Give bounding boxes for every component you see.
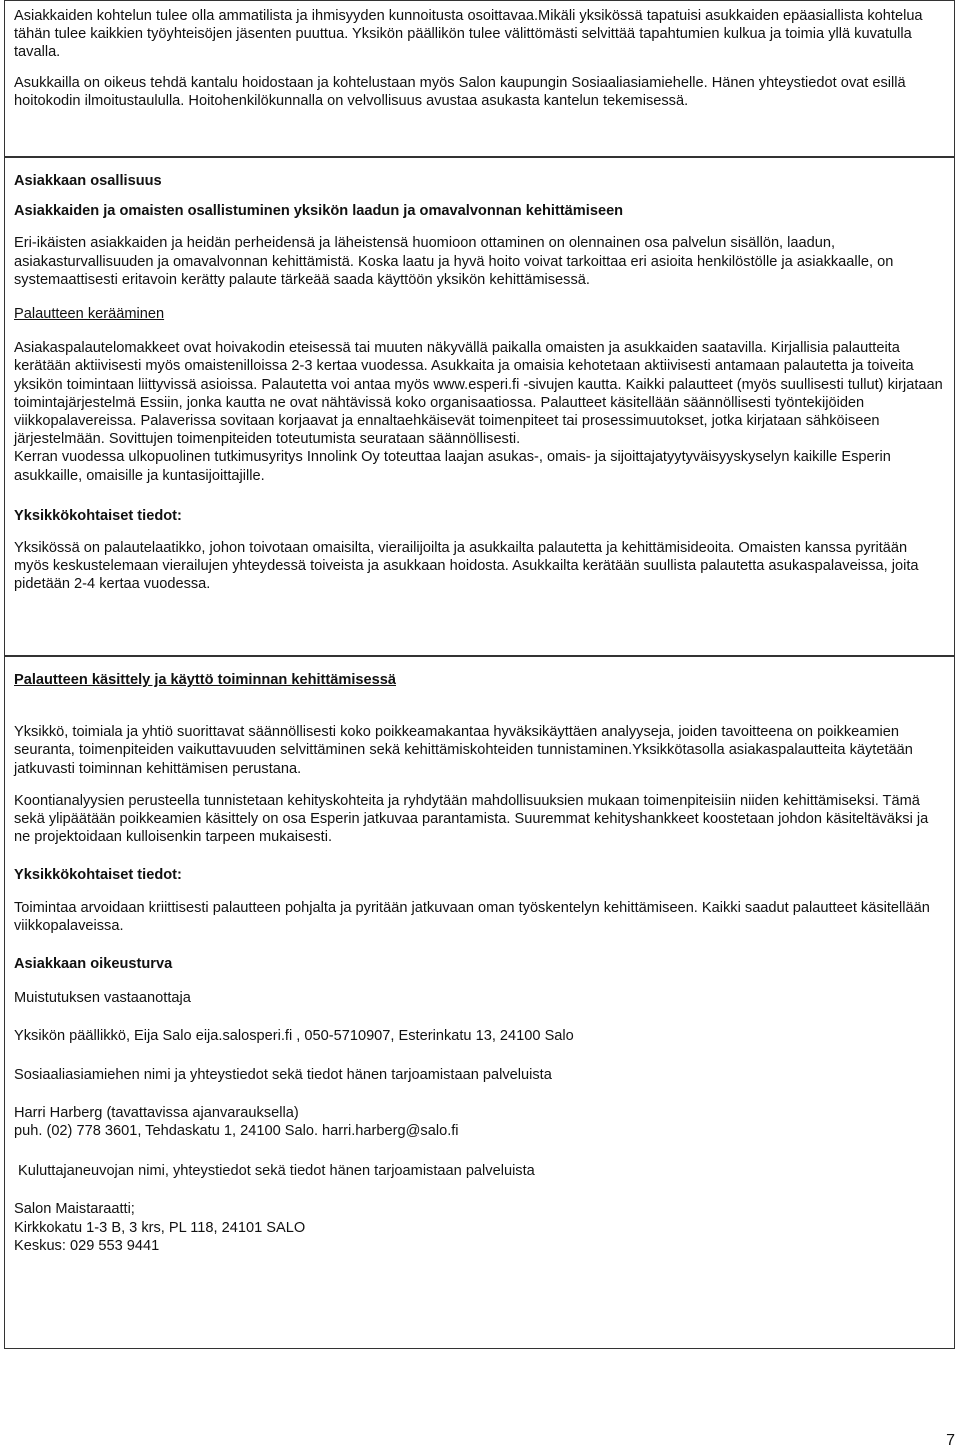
paragraph-improvement: Koontianalyysien perusteella tunnistetaan kehityskohteita ja ryhdytään mahdollisuuksien mukaan toimenpiteisiin niiden kehittämiseksi. Tämä sekä ylipäätään poikkeamien käsittely on osa Esperin jatkuvaa parantamista. Suuremmat kehityshankkeet koostetaan johdon käsiteltäväksi ja ne projektoidaan kulloisenkin tarpeen mukaisesti. <box>14 792 929 846</box>
section-heading-participation: Asiakkaan osallisuus <box>14 173 162 189</box>
paragraph-feedback-forms: Asiakaspalautelomakkeet ovat hoivakodin eteisessä tai muuten näkyvällä paikalla omaisten ja asukkaiden saatavilla. Kirjallisia palautteita kerätään aktiivisesti myös omaistenilloissa 2-3 kertaa vuodessa. Asukkaita ja omaisia kehotetaan aktiivisesti antamaan palautetta ja toiveita yksikön toimintaan liittyvissä asioissa. Palautetta voi antaa myös www.esperi.fi -sivujen kautta. Kaikki palautteet (myös suullisesti tullut) kirjataan toimintajärjestelmä Essiin, jonka kautta ne ovat nähtävissä koko organisaatiossa. Palautteet käsitellään säännöllisesti työntekijöiden viikkopalavereissa. Palaverissa sovitaan korjaavat ja ennaltaehkäisevät toimenpiteet tai prosessimuutokset, jotka kirjataan sähköiseen järjestelmään. Sovittujen toimenpiteiden toteutumista seurataan säännöllisesti. <box>14 340 943 448</box>
paragraph-survey: Kerran vuodessa ulkopuolinen tutkimusyritys Innolink Oy toteuttaa laajan asukas-, omais- ja sijoittajatyytyväisyyskyselyn kaikille Esperin asukkaille, omaisille ja kuntasijoittajille. <box>14 449 891 484</box>
feedback-handling-section <box>4 656 955 1349</box>
paragraph-participation: Eri-ikäisten asiakkaiden ja heidän perheidensä ja läheistensä huomioon ottaminen on olennainen osa palvelun sisällön, laadun, asiakasturvallisuuden ja omavalvonnan kehittämistä. Koska laatu ja hyvä hoito voivat tarkoittaa eri asioita henkilöstölle ja asiakkaalle, on systemaattisesti eritavoin kerätty palaute tärkeää saada käyttöön yksikön kehittämisessä. <box>14 235 894 288</box>
ombudsman-name: Harri Harberg (tavattavissa ajanvarauksella) <box>14 1104 299 1121</box>
consumer-advisor-phone: Keskus: 029 553 9441 <box>14 1237 160 1254</box>
consumer-advisor-address: Kirkkokatu 1-3 B, 3 krs, PL 118, 24101 SALO <box>14 1219 306 1236</box>
reclamation-receiver-label: Muistutuksen vastaanottaja <box>14 990 191 1007</box>
paragraph-analysis: Yksikkö, toimiala ja yhtiö suorittavat säännöllisesti koko poikkeamakantaa hyväksikäyttäen analyyseja, joiden tavoitteena on poikkeamien seuranta, toimenpiteiden vaikuttavuuden selvittäminen sekä kehittämiskohteiden tunnistaminen.Yksikkötasolla asiakaspalautteita käytetään jatkuvasti toiminnan kehittämisen perustana. <box>14 724 913 777</box>
consumer-advisor-label: Kuluttajaneuvojan nimi, yhteystiedot sekä tiedot hänen tarjoamistaan palveluista <box>18 1163 535 1180</box>
unit-manager-contact: Yksikön päällikkö, Eija Salo eija.salosperi.fi , 050-5710907, Esterinkatu 13, 24100 Salo <box>14 1028 574 1045</box>
social-ombudsman-label: Sosiaaliasiamiehen nimi ja yhteystiedot sekä tiedot hänen tarjoamistaan palveluista <box>14 1066 552 1083</box>
info-section <box>4 0 955 157</box>
heading-unit-info: Yksikkökohtaiset tiedot: <box>14 507 182 524</box>
ombudsman-contact: puh. (02) 778 3601, Tehdaskatu 1, 24100 Salo. harri.harberg@salo.fi <box>14 1123 459 1140</box>
paragraph-evaluation: Toimintaa arvoidaan kriittisesti palautteen pohjalta ja pyritään jatkuvaan oman työskentelyn kehittämiseen. Kaikki saadut palautteet käsitellään viikkopalaveissa. <box>14 899 930 934</box>
consumer-advisor-org: Salon Maistaraatti; <box>14 1201 135 1218</box>
subheading-participation: Asiakkaiden ja omaisten osallistuminen yksikön laadun ja omavalvonnan kehittämiseen <box>14 203 624 220</box>
paragraph-unit-info: Yksikössä on palautelaatikko, johon toivotaan omaisilta, vierailijoilta ja asukkailta palautetta ja kehittämisideoita. Omaisten kanssa pyritään myös keskustelemaan vierailujen yhteydessä toiveista ja asukkaan hoidosta. Asukkailta kerätään suullista palautetta asukaspalaveissa, joita pidetään 2-4 kertaa vuodessa. <box>14 540 919 593</box>
paragraph-complaint: Asukkailla on oikeus tehdä kantalu hoidostaan ja kohtelustaan myös Salon kaupungin Sosiaaliasiamiehelle. Hänen yhteystiedot ovat esillä hoitokodin ilmoitustaululla. Hoitohenkilökunnalla on velvollisuus avustaa asukasta kantelun tekemisessä. <box>14 74 906 109</box>
heading-feedback-collection: Palautteen kerääminen <box>14 306 165 323</box>
page-number: 7 <box>946 1432 955 1449</box>
heading-unit-info-2: Yksikkökohtaiset tiedot: <box>14 867 182 884</box>
heading-legal-protection: Asiakkaan oikeusturva <box>14 956 173 973</box>
paragraph-treatment: Asiakkaiden kohtelun tulee olla ammatilista ja ihmisyyden kunnoitusta osoittavaa.Mikäli yksikössä tapatuisi asukkaiden epäasiallista kohtelua tähän tulee kaikkien työyhteisöjen jäsenten puuttua. Yksikön päällikön tulee välittömästi selvittää tapahtumien kulkua ja toimia yllä kuvatulla tavalla. <box>14 8 923 61</box>
section-heading-feedback-handling: Palautteen käsittely ja käyttö toiminnan kehittämisessä <box>14 672 397 688</box>
participation-section <box>4 157 955 656</box>
